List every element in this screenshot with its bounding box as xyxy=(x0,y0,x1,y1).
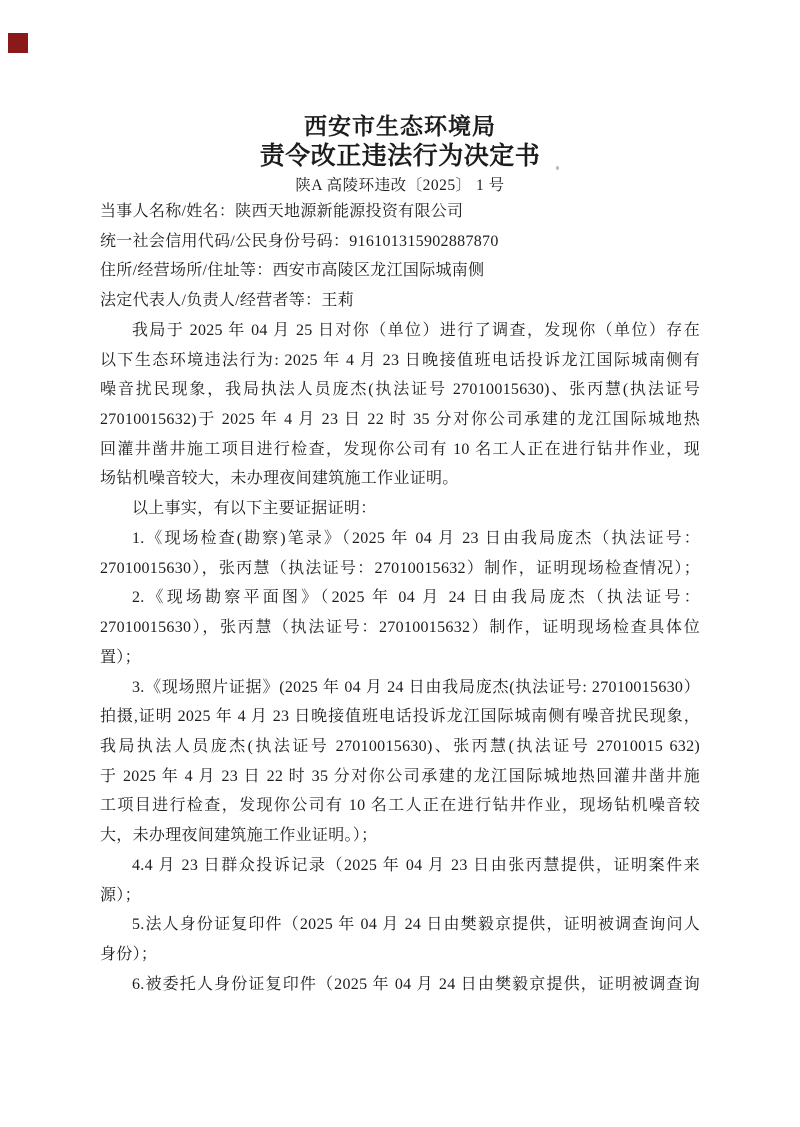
org-title: 西安市生态环境局 xyxy=(304,114,496,139)
document-title: 责令改正违法行为决定书 xyxy=(259,143,541,170)
document-line: 身份）； xyxy=(100,945,158,963)
document-line: 统一社会信用代码/公民身份号码：916101315902887870 xyxy=(100,232,499,250)
document-line: 2.《现场勘察平面图》（2025 年 04 月 24 日由我局庞杰（执法证号： xyxy=(132,589,700,607)
document-line: 源）； xyxy=(100,886,141,904)
document-line: 5.法人身份证复印件（2025 年 04 月 24 日由樊毅京提供，证明被调查询问人 xyxy=(132,916,700,934)
document-line: 1.《现场检查(勘察)笔录》（2025 年 04 月 23 日由我局庞杰（执法证号： xyxy=(132,529,700,547)
document-line: 以下生态环境违法行为: 2025 年 4 月 23 日晚接值班电话投诉龙江国际城南侧有 xyxy=(100,351,700,369)
document-line: 我局执法人员庞杰(执法证号 27010015630)、张丙慧(执法证号 27010015 632) xyxy=(100,737,700,755)
document-header xyxy=(0,112,800,198)
document-line: 当事人名称/姓名：陕西天地源新能源投资有限公司 xyxy=(100,203,464,220)
document-line: 27010015630），张丙慧（执法证号：27010015632）制作，证明现场检查情况）； xyxy=(100,559,700,577)
document-line: 拍摄,证明 2025 年 4 月 23 日晚接值班电话投诉龙江国际城南侧有噪音扰民现象， xyxy=(100,708,700,726)
document-line: 场钻机噪音较大，未办理夜间建筑施工作业证明。 xyxy=(100,470,459,488)
document-line: 于 2025 年 4 月 23 日 22 时 35 分对你公司承建的龙江国际城地热回灌井凿井施 xyxy=(100,767,700,785)
document-line: 以上事实，有以下主要证据证明： xyxy=(132,500,377,518)
document-line: 噪音扰民现象，我局执法人员庞杰(执法证号 27010015630)、张丙慧(执法证号 xyxy=(100,381,700,399)
red-corner-mark xyxy=(8,33,28,53)
scan-speck-artifact xyxy=(556,166,559,170)
document-line: 法定代表人/负责人/经营者等：王莉 xyxy=(100,292,354,310)
document-line: 工项目进行检查，发现你公司有 10 名工人正在进行钻井作业，现场钻机噪音较 xyxy=(100,797,700,815)
document-line: 置）； xyxy=(100,648,141,666)
document-line: 3.《现场照片证据》(2025 年 04 月 24 日由我局庞杰(执法证号: 27010015630） xyxy=(132,678,700,696)
document-body xyxy=(100,197,700,999)
document-line: 27010015632)于 2025 年 4 月 23 日 22 时 35 分对你公司承建的龙江国际城地热 xyxy=(100,411,700,429)
document-line: 4.4 月 23 日群众投诉记录（2025 年 04 月 23 日由张丙慧提供，证明案件来 xyxy=(132,856,700,874)
document-line: 住所/经营场所/住址等：西安市高陵区龙江国际城南侧 xyxy=(100,262,485,280)
document-line: 回灌井凿井施工项目进行检查，发现你公司有 10 名工人正在进行钻井作业，现 xyxy=(100,440,700,458)
document-line: 我局于 2025 年 04 月 25 日对你（单位）进行了调查，发现你（单位）存在 xyxy=(132,321,700,339)
document-line: 27010015630），张丙慧（执法证号：27010015632）制作，证明现场检查具体位 xyxy=(100,619,700,637)
document-line: 大，未办理夜间建筑施工作业证明。）； xyxy=(100,827,378,845)
document-number: 陕A 高陵环违改〔2025〕 1 号 xyxy=(295,177,505,194)
document-line: 6.被委托人身份证复印件（2025 年 04 月 24 日由樊毅京提供，证明被调查询 xyxy=(132,975,700,993)
